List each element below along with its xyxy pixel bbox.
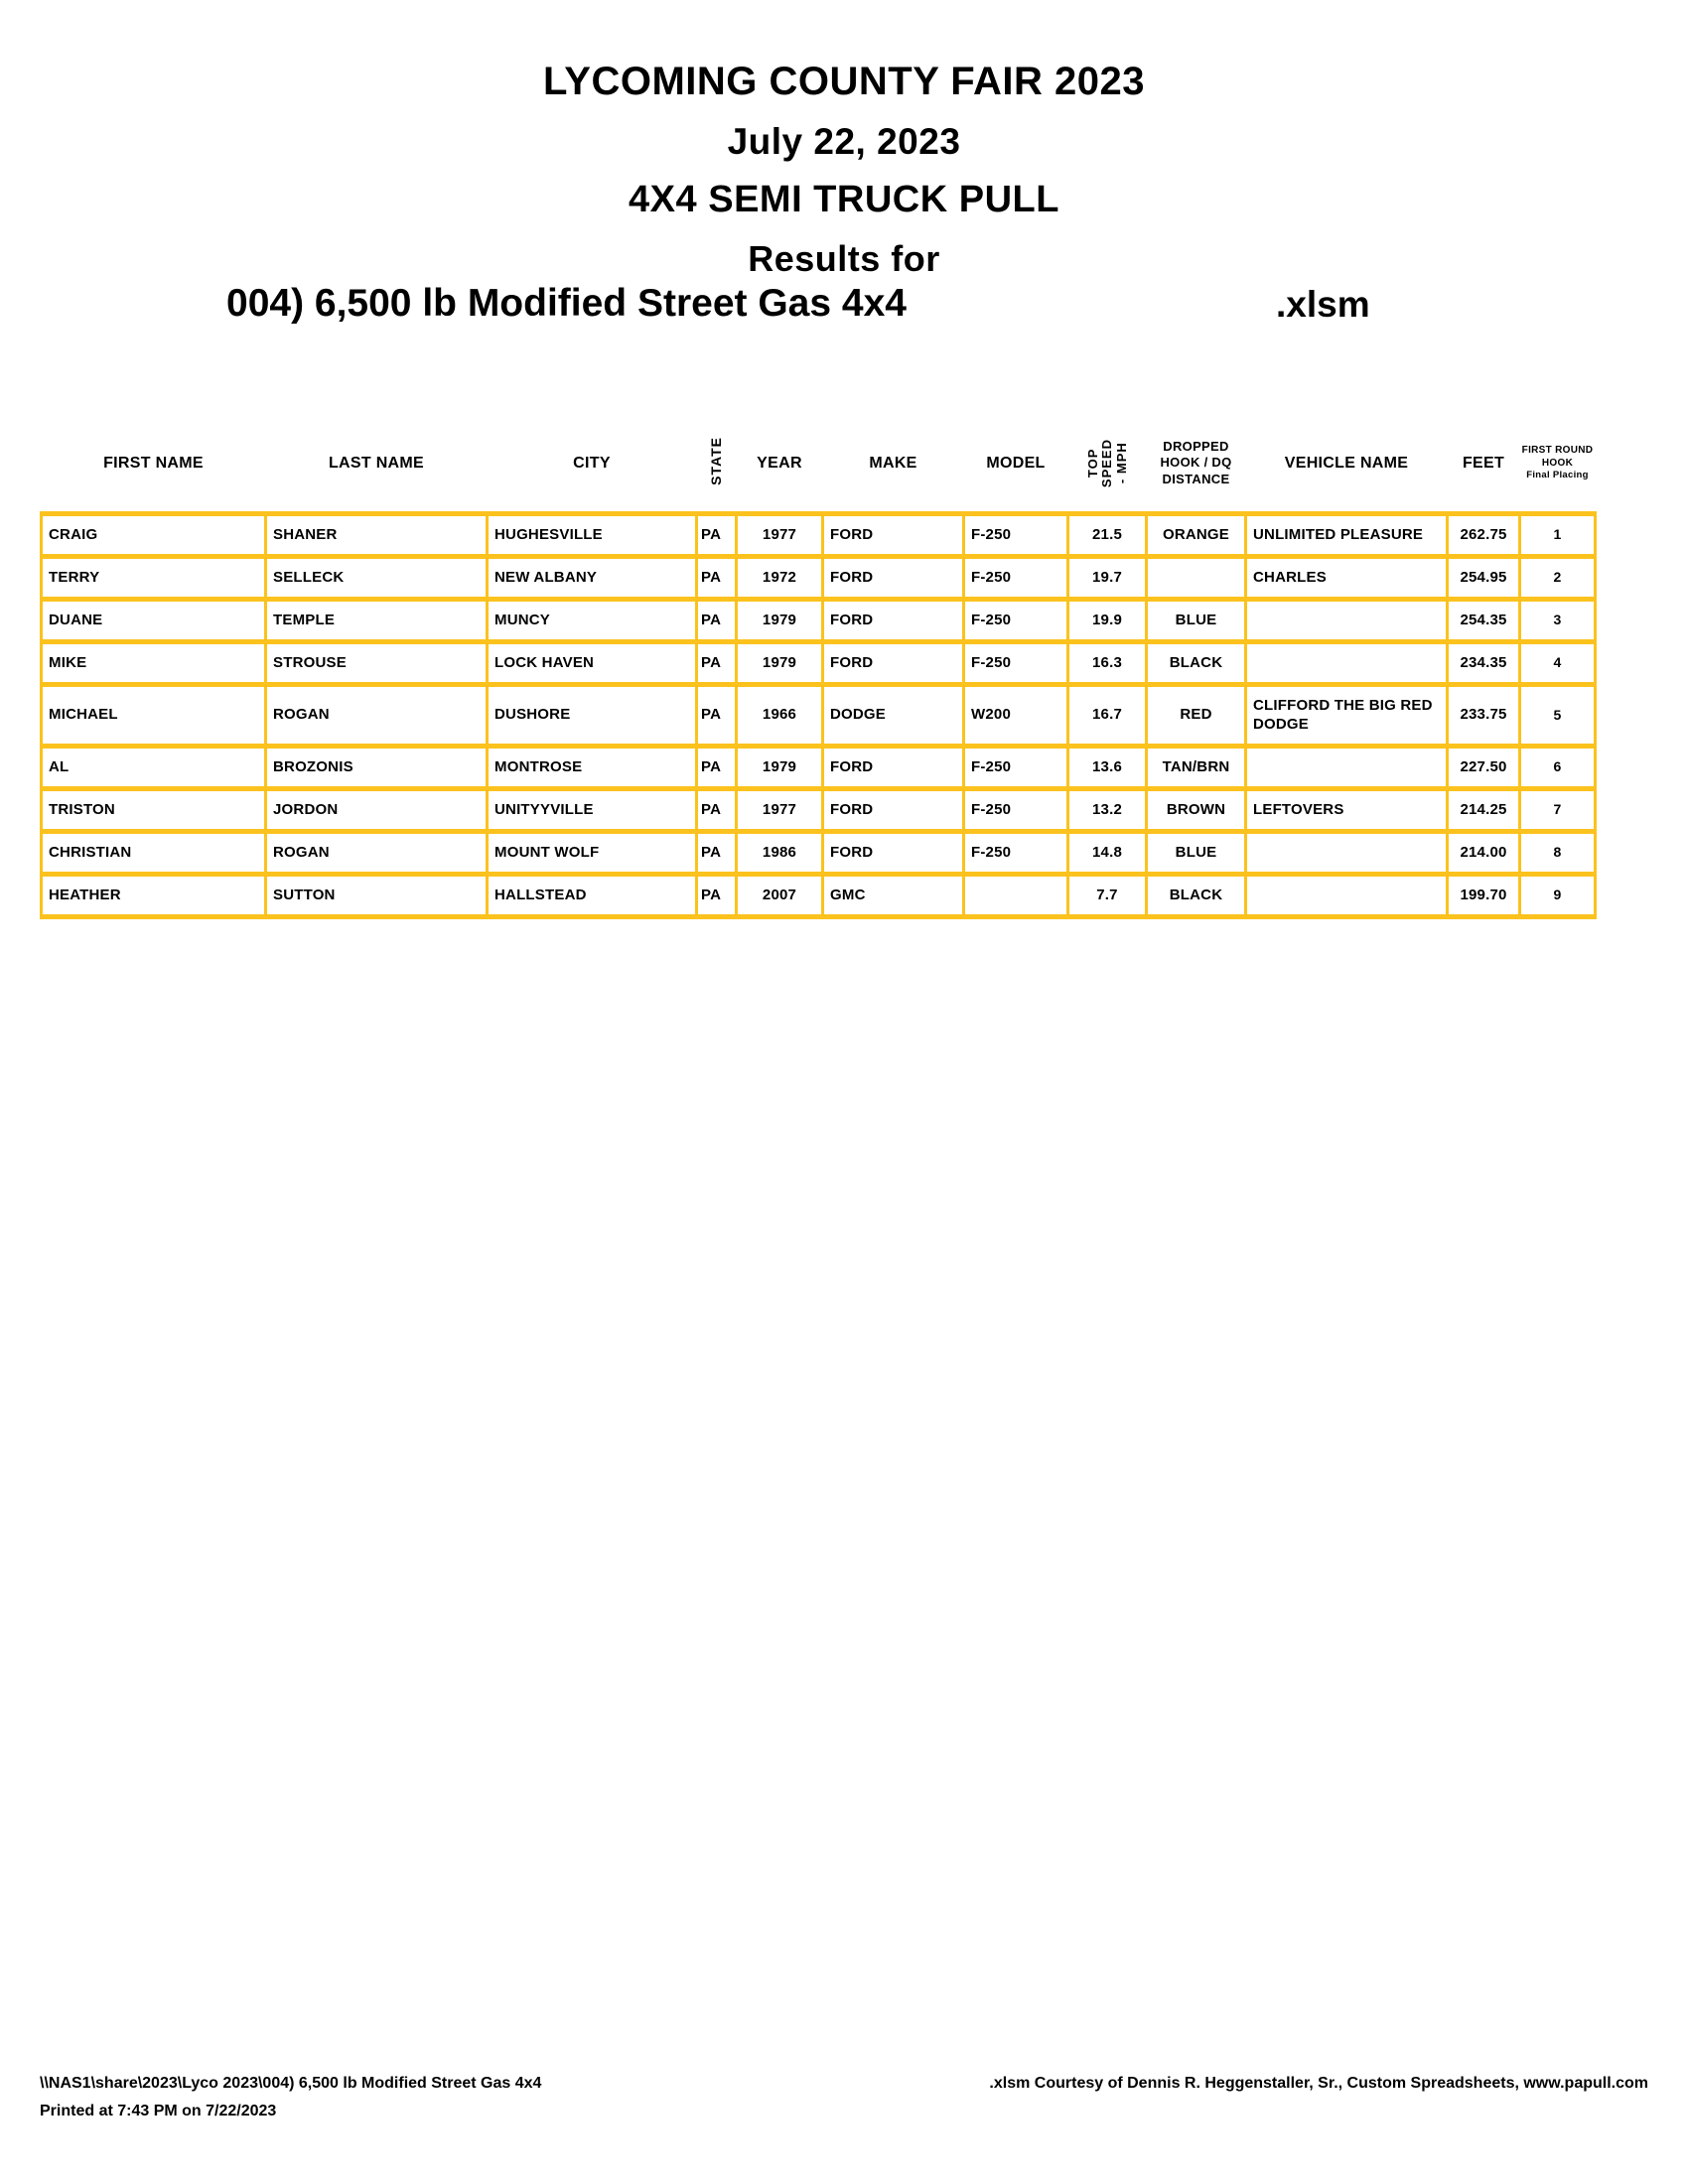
header-top-speed-line2: SPEED [1099, 438, 1115, 488]
table-cell: 1977 [737, 789, 823, 832]
table-cell: PA [697, 600, 737, 642]
header-year: YEAR [757, 454, 802, 472]
table-cell: RED [1147, 685, 1246, 747]
header-top-speed [1068, 415, 1147, 514]
table-cell: DODGE [823, 685, 964, 747]
table-cell: W200 [964, 685, 1068, 747]
table-cell: PA [697, 747, 737, 789]
table-cell: 6 [1520, 747, 1596, 789]
table-cell: MONTROSE [488, 747, 697, 789]
table-cell: DUANE [42, 600, 266, 642]
table-row [42, 747, 1596, 789]
table-row [42, 557, 1596, 600]
table-cell: LOCK HAVEN [488, 642, 697, 685]
table-cell: 16.7 [1068, 685, 1147, 747]
table-cell: TERRY [42, 557, 266, 600]
table-cell: F-250 [964, 832, 1068, 875]
table-cell: PA [697, 557, 737, 600]
table-cell: PA [697, 642, 737, 685]
table-cell: JORDON [266, 789, 488, 832]
table-cell: 214.25 [1448, 789, 1520, 832]
file-path: \\NAS1\share\2023\Lyco 2023\004) 6,500 lb Modified Street Gas 4x4 [40, 2075, 542, 2092]
table-cell: 1979 [737, 600, 823, 642]
table-cell: FORD [823, 642, 964, 685]
table-cell: 16.3 [1068, 642, 1147, 685]
header-dropped-line3: DISTANCE [1162, 471, 1230, 486]
table-cell: SELLECK [266, 557, 488, 600]
class-title: 004) 6,500 lb Modified Street Gas 4x4 [226, 282, 907, 325]
header-placing-line3: Final Placing [1526, 470, 1589, 481]
table-cell: FORD [823, 557, 964, 600]
table-row [42, 832, 1596, 875]
table-header-row [42, 415, 1596, 514]
table-cell: MOUNT WOLF [488, 832, 697, 875]
table-cell: 5 [1520, 685, 1596, 747]
header-placing-line1: FIRST ROUND [1521, 445, 1594, 457]
table-cell [964, 875, 1068, 917]
header-model: MODEL [986, 454, 1046, 472]
table-cell: FORD [823, 600, 964, 642]
header-state [697, 415, 737, 514]
table-cell: 234.35 [1448, 642, 1520, 685]
table-cell: F-250 [964, 747, 1068, 789]
event-name: 4X4 SEMI TRUCK PULL [629, 179, 1059, 220]
header-dropped-hook [1147, 415, 1246, 514]
table-row [42, 642, 1596, 685]
courtesy-credit: .xlsm Courtesy of Dennis R. Heggenstaller, Sr., Custom Spreadsheets, www.papull.com [989, 2075, 1648, 2092]
table-cell: FORD [823, 832, 964, 875]
results-label: Results for [748, 238, 940, 279]
table-cell: 2007 [737, 875, 823, 917]
header-last-name: LAST NAME [328, 454, 425, 472]
table-cell: 19.7 [1068, 557, 1147, 600]
table-cell: UNITYYVILLE [488, 789, 697, 832]
table-cell: ORANGE [1147, 514, 1246, 557]
header-dropped-line2: HOOK / DQ [1160, 455, 1232, 471]
table-cell: CHARLES [1246, 557, 1448, 600]
table-cell: DUSHORE [488, 685, 697, 747]
table-cell: PA [697, 685, 737, 747]
header-feet: FEET [1462, 454, 1505, 472]
header-placing-line2: HOOK [1541, 458, 1574, 470]
table-cell: PA [697, 789, 737, 832]
table-cell: HALLSTEAD [488, 875, 697, 917]
table-cell: BLACK [1147, 642, 1246, 685]
table-cell: 14.8 [1068, 832, 1147, 875]
table-cell: 1977 [737, 514, 823, 557]
table-cell: CRAIG [42, 514, 266, 557]
table-cell: BLACK [1147, 875, 1246, 917]
table-cell: FORD [823, 514, 964, 557]
table-cell: FORD [823, 747, 964, 789]
table-cell: 254.95 [1448, 557, 1520, 600]
table-cell: HUGHESVILLE [488, 514, 697, 557]
table-cell: TEMPLE [266, 600, 488, 642]
header-dropped-line1: DROPPED [1163, 439, 1229, 455]
table-cell: STROUSE [266, 642, 488, 685]
table-cell: F-250 [964, 789, 1068, 832]
table-cell: SUTTON [266, 875, 488, 917]
table-cell: ROGAN [266, 832, 488, 875]
table-cell: FORD [823, 789, 964, 832]
table-cell: 9 [1520, 875, 1596, 917]
table-cell: 2 [1520, 557, 1596, 600]
table-cell: BROZONIS [266, 747, 488, 789]
table-row [42, 789, 1596, 832]
header-first-name: FIRST NAME [103, 454, 204, 472]
table-cell: LEFTOVERS [1246, 789, 1448, 832]
header-state-vertical-text: STATE [708, 436, 725, 485]
table-cell: UNLIMITED PLEASURE [1246, 514, 1448, 557]
table-cell: F-250 [964, 514, 1068, 557]
table-cell: 227.50 [1448, 747, 1520, 789]
table-cell: PA [697, 514, 737, 557]
table-cell: HEATHER [42, 875, 266, 917]
table-cell: 21.5 [1068, 514, 1147, 557]
table-cell: F-250 [964, 642, 1068, 685]
table-cell [1246, 642, 1448, 685]
table-cell: 1972 [737, 557, 823, 600]
header-city: CITY [573, 454, 611, 472]
header-top-speed-line3: - MPH [1113, 442, 1129, 484]
table-row [42, 875, 1596, 917]
file-extension-label: .xlsm [1276, 284, 1370, 325]
table-cell: CLIFFORD THE BIG RED DODGE [1246, 685, 1448, 747]
table-cell: PA [697, 875, 737, 917]
table-cell: CHRISTIAN [42, 832, 266, 875]
table-cell: 1966 [737, 685, 823, 747]
event-date: July 22, 2023 [727, 121, 961, 162]
header-make: MAKE [869, 454, 917, 472]
table-cell: TAN/BRN [1147, 747, 1246, 789]
table-cell: NEW ALBANY [488, 557, 697, 600]
table-cell: F-250 [964, 557, 1068, 600]
table-cell [1246, 832, 1448, 875]
table-cell [1147, 557, 1246, 600]
header-top-speed-line1: TOP [1084, 448, 1100, 478]
table-cell [1246, 600, 1448, 642]
table-cell: 13.6 [1068, 747, 1147, 789]
table-cell: TRISTON [42, 789, 266, 832]
table-cell: 1979 [737, 747, 823, 789]
table-cell: 233.75 [1448, 685, 1520, 747]
table-cell: 8 [1520, 832, 1596, 875]
table-cell: 1 [1520, 514, 1596, 557]
table-cell: BROWN [1147, 789, 1246, 832]
table-row [42, 600, 1596, 642]
table-cell: ROGAN [266, 685, 488, 747]
table-cell: 1986 [737, 832, 823, 875]
table-cell: 254.35 [1448, 600, 1520, 642]
table-cell: 214.00 [1448, 832, 1520, 875]
table-cell: 4 [1520, 642, 1596, 685]
table-cell: MICHAEL [42, 685, 266, 747]
table-cell [1246, 747, 1448, 789]
results-table [40, 415, 1597, 919]
table-cell: PA [697, 832, 737, 875]
table-cell: 3 [1520, 600, 1596, 642]
printed-timestamp: Printed at 7:43 PM on 7/22/2023 [40, 2103, 277, 2119]
table-cell: 13.2 [1068, 789, 1147, 832]
footer-line [40, 2075, 1648, 2093]
header-vehicle-name: VEHICLE NAME [1284, 454, 1409, 472]
header-placing [1520, 415, 1596, 514]
table-cell: 7.7 [1068, 875, 1147, 917]
table-cell: SHANER [266, 514, 488, 557]
table-cell: 19.9 [1068, 600, 1147, 642]
table-row [42, 514, 1596, 557]
table-cell: 7 [1520, 789, 1596, 832]
table-cell: MIKE [42, 642, 266, 685]
table-cell: 1979 [737, 642, 823, 685]
page-title: LYCOMING COUNTY FAIR 2023 [543, 60, 1145, 103]
table-cell: MUNCY [488, 600, 697, 642]
table-cell: 199.70 [1448, 875, 1520, 917]
table-row [42, 685, 1596, 747]
table-cell: F-250 [964, 600, 1068, 642]
table-cell: 262.75 [1448, 514, 1520, 557]
table-cell: BLUE [1147, 600, 1246, 642]
table-cell [1246, 875, 1448, 917]
table-cell: GMC [823, 875, 964, 917]
table-cell: AL [42, 747, 266, 789]
table-cell: BLUE [1147, 832, 1246, 875]
